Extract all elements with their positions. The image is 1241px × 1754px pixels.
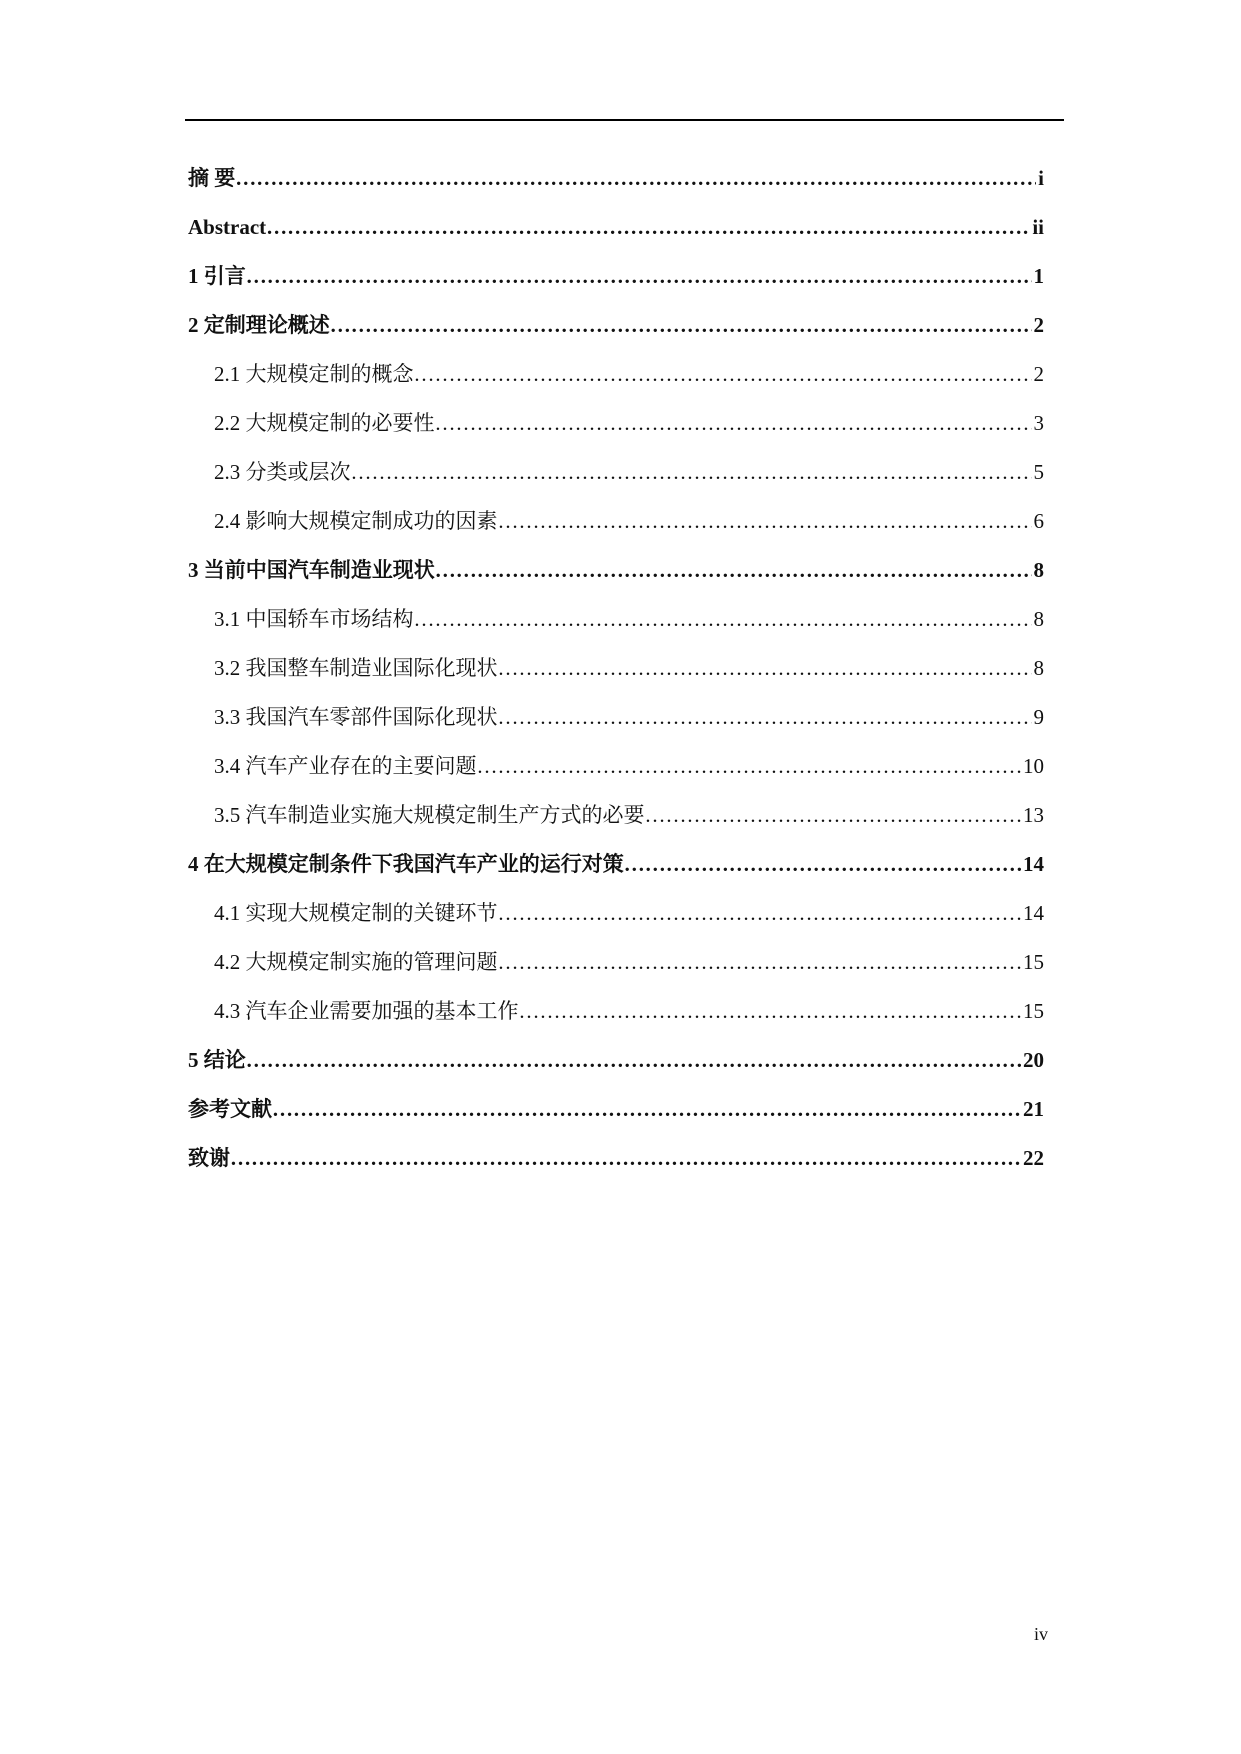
toc-item-title: 3.1 中国轿车市场结构 <box>214 607 414 631</box>
toc-item[interactable] <box>188 252 1044 301</box>
toc-item-page: 8 <box>1033 558 1044 582</box>
toc-item-page: 10 <box>1023 754 1044 778</box>
toc-item-page: 15 <box>1023 999 1044 1023</box>
toc-item-title: 2.4 影响大规模定制成功的因素 <box>214 509 498 533</box>
toc-subitem[interactable] <box>188 987 1044 1036</box>
toc-dot-leader <box>266 203 1030 252</box>
toc-item-title: 2.2 大规模定制的必要性 <box>214 411 435 435</box>
toc-dot-leader <box>624 840 1021 889</box>
toc-item-title: 3 当前中国汽车制造业现状 <box>188 558 435 582</box>
toc-dot-leader <box>498 497 1032 546</box>
toc-dot-leader <box>272 1085 1021 1134</box>
toc-dot-leader <box>519 987 1022 1036</box>
toc-subitem[interactable] <box>188 889 1044 938</box>
toc-item-title: 4.3 汽车企业需要加强的基本工作 <box>214 999 519 1023</box>
toc-item[interactable] <box>188 1036 1044 1085</box>
toc-item-page: 5 <box>1033 460 1044 484</box>
toc-item[interactable] <box>188 840 1044 889</box>
toc-item-page: 1 <box>1033 264 1044 288</box>
page-number: iv <box>1034 1624 1049 1644</box>
toc-dot-leader <box>330 301 1032 350</box>
toc-item-page: 22 <box>1023 1146 1044 1170</box>
toc-item-title: 致谢 <box>188 1146 230 1170</box>
toc-item-page: 8 <box>1033 656 1044 680</box>
toc-dot-leader <box>351 448 1032 497</box>
toc-item-page: 2 <box>1033 313 1044 337</box>
toc-subitem[interactable] <box>188 938 1044 987</box>
toc-item-title: 3.5 汽车制造业实施大规模定制生产方式的必要 <box>214 803 645 827</box>
toc-item-title: 5 结论 <box>188 1048 246 1072</box>
table-of-contents <box>188 154 1044 1183</box>
toc-dot-leader <box>498 889 1022 938</box>
toc-item-page: ii <box>1032 215 1044 239</box>
header-rule <box>185 119 1064 121</box>
toc-dot-leader <box>246 1036 1021 1085</box>
toc-item-page: 3 <box>1033 411 1044 435</box>
toc-item-title: 1 引言 <box>188 264 246 288</box>
toc-item[interactable] <box>188 1134 1044 1183</box>
toc-subitem[interactable] <box>188 644 1044 693</box>
toc-item-title: 4.2 大规模定制实施的管理问题 <box>214 950 498 974</box>
toc-item-page: 14 <box>1023 901 1044 925</box>
toc-item-page: 6 <box>1033 509 1044 533</box>
toc-item-page: 21 <box>1023 1097 1044 1121</box>
toc-item-page: 15 <box>1023 950 1044 974</box>
toc-item-title: 参考文献 <box>188 1097 272 1121</box>
toc-dot-leader <box>235 154 1036 203</box>
toc-dot-leader <box>498 938 1022 987</box>
toc-item-page: 13 <box>1023 803 1044 827</box>
toc-item-title: 3.3 我国汽车零部件国际化现状 <box>214 705 498 729</box>
toc-dot-leader <box>414 350 1032 399</box>
toc-item-title: 2.1 大规模定制的概念 <box>214 362 414 386</box>
toc-item-title: 2 定制理论概述 <box>188 313 330 337</box>
toc-item-title: 4.1 实现大规模定制的关键环节 <box>214 901 498 925</box>
toc-dot-leader <box>498 644 1032 693</box>
toc-item[interactable] <box>188 154 1044 203</box>
toc-item-page: i <box>1038 166 1044 190</box>
toc-item[interactable] <box>188 1085 1044 1134</box>
toc-subitem[interactable] <box>188 742 1044 791</box>
toc-dot-leader <box>435 546 1032 595</box>
toc-item-title: 3.4 汽车产业存在的主要问题 <box>214 754 477 778</box>
toc-dot-leader <box>435 399 1032 448</box>
toc-subitem[interactable] <box>188 399 1044 448</box>
toc-item-page: 20 <box>1023 1048 1044 1072</box>
toc-dot-leader <box>246 252 1032 301</box>
toc-subitem[interactable] <box>188 791 1044 840</box>
toc-item-page: 8 <box>1033 607 1044 631</box>
toc-dot-leader <box>498 693 1032 742</box>
toc-subitem[interactable] <box>188 350 1044 399</box>
toc-item[interactable] <box>188 203 1044 252</box>
toc-item-title: 摘 要 <box>188 166 236 190</box>
toc-subitem[interactable] <box>188 693 1044 742</box>
toc-dot-leader <box>477 742 1022 791</box>
toc-dot-leader <box>645 791 1022 840</box>
toc-item-page: 2 <box>1033 362 1044 386</box>
toc-dot-leader <box>414 595 1032 644</box>
toc-item-page: 14 <box>1023 852 1044 876</box>
toc-dot-leader <box>230 1134 1021 1183</box>
toc-item-title: Abstract <box>188 215 267 239</box>
toc-subitem[interactable] <box>188 448 1044 497</box>
toc-subitem[interactable] <box>188 595 1044 644</box>
toc-item[interactable] <box>188 301 1044 350</box>
toc-item[interactable] <box>188 546 1044 595</box>
toc-item-title: 3.2 我国整车制造业国际化现状 <box>214 656 498 680</box>
toc-item-page: 9 <box>1033 705 1044 729</box>
toc-item-title: 2.3 分类或层次 <box>214 460 351 484</box>
toc-subitem[interactable] <box>188 497 1044 546</box>
toc-item-title: 4 在大规模定制条件下我国汽车产业的运行对策 <box>188 852 624 876</box>
